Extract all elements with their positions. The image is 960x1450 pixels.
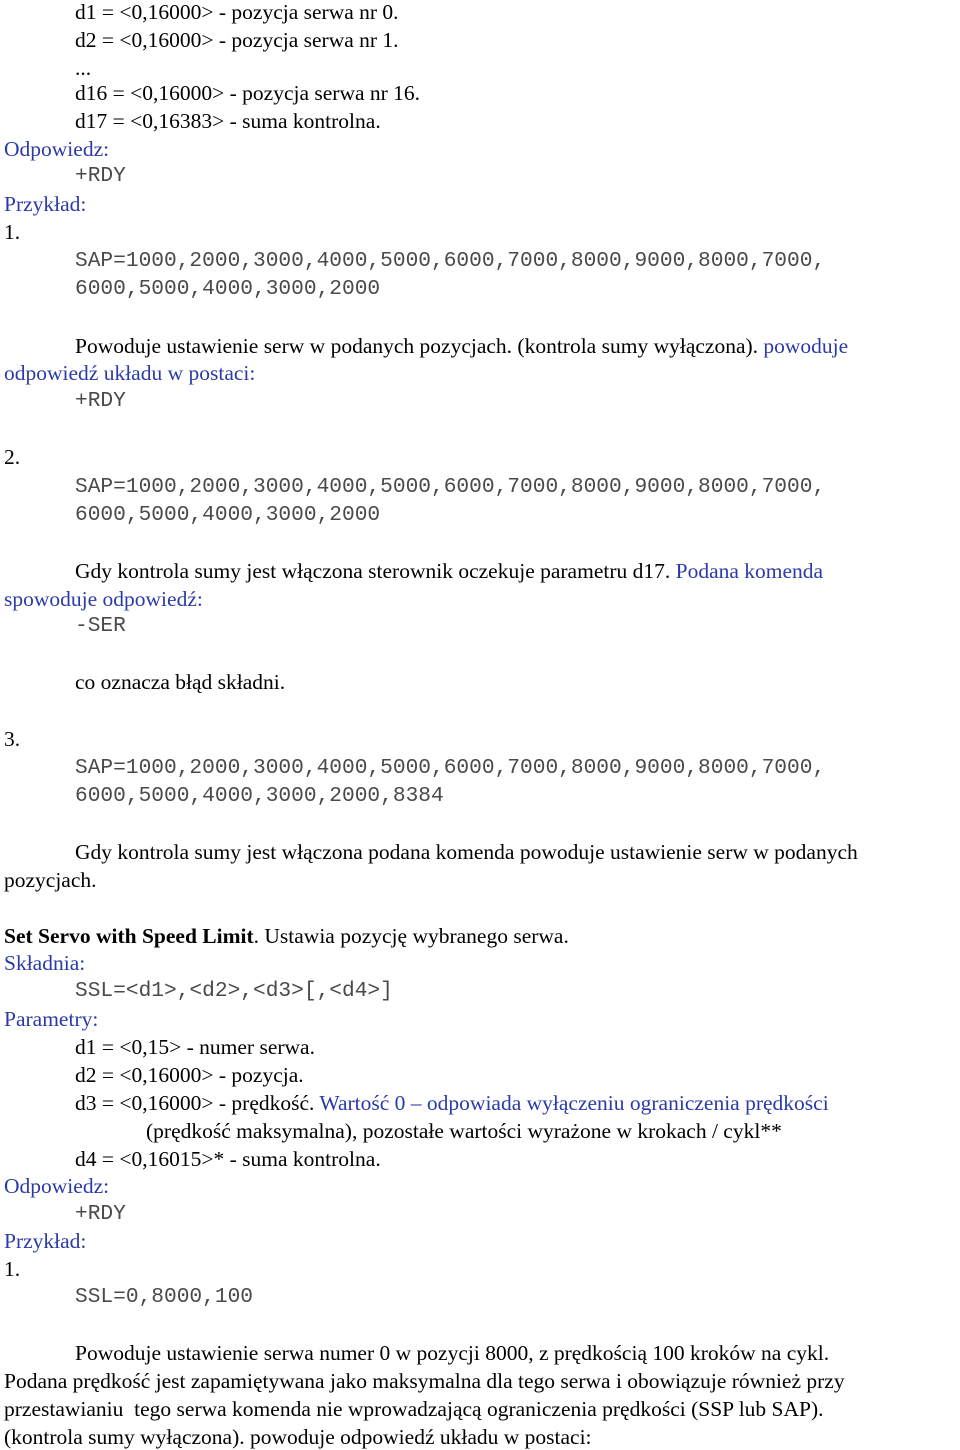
command-line: 6000,5000,4000,3000,2000,8384 <box>75 784 444 808</box>
example-description: (kontrola sumy wyłączona). powoduje odpowiedź układu w postaci: <box>4 1425 592 1449</box>
command-line: 6000,5000,4000,3000,2000 <box>75 277 381 301</box>
response-value: -SER <box>75 614 126 638</box>
example-number: 1. <box>4 1257 21 1281</box>
command-line: SAP=1000,2000,3000,4000,5000,6000,7000,8000,9000,8000,7000, <box>75 756 826 780</box>
example-label: Przykład: <box>4 192 87 216</box>
param-d17: d17 = <0,16383> - suma kontrolna. <box>75 109 381 133</box>
param-ellipsis: ... <box>75 56 92 80</box>
section-title: Set Servo with Speed Limit. Ustawia pozycję wybranego serwa. <box>4 924 569 948</box>
response-value: +RDY <box>75 1202 126 1226</box>
response-value: +RDY <box>75 389 126 413</box>
example-description: pozycjach. <box>4 868 97 892</box>
syntax-label: Składnia: <box>4 951 86 975</box>
param-d1: d1 = <0,15> - numer serwa. <box>75 1035 315 1059</box>
response-label: Odpowiedz: <box>4 1174 110 1198</box>
response-value: +RDY <box>75 164 126 188</box>
example-description: spowoduje odpowiedź: <box>4 587 203 611</box>
example-number: 1. <box>4 220 21 244</box>
example-number: 3. <box>4 727 21 751</box>
command-line: SAP=1000,2000,3000,4000,5000,6000,7000,8000,9000,8000,7000, <box>75 249 826 273</box>
example-description: odpowiedź układu w postaci: <box>4 361 256 385</box>
example-description: przestawianiu tego serwa komenda nie wprowadzającą ograniczenia prędkości (SSP lub SAP). <box>4 1397 824 1421</box>
command-line: SSL=0,8000,100 <box>75 1285 254 1309</box>
example-label: Przykład: <box>4 1229 87 1253</box>
example-description: Powoduje ustawienie serw w podanych pozycjach. (kontrola sumy wyłączona). powoduje <box>75 334 849 358</box>
param-d2: d2 = <0,16000> - pozycja serwa nr 1. <box>75 28 399 52</box>
example-description: Podana prędkość jest zapamiętywana jako maksymalna dla tego serwa i obowiązuje również przy <box>4 1369 845 1393</box>
params-label: Parametry: <box>4 1007 99 1031</box>
param-d16: d16 = <0,16000> - pozycja serwa nr 16. <box>75 81 421 105</box>
param-d1: d1 = <0,16000> - pozycja serwa nr 0. <box>75 0 399 24</box>
example-description: Powoduje ustawienie serwa numer 0 w pozycji 8000, z prędkością 100 kroków na cykl. <box>75 1341 830 1365</box>
example-description: Gdy kontrola sumy jest włączona sterownik oczekuje parametru d17. Podana komenda <box>75 559 824 583</box>
param-d3: d3 = <0,16000> - prędkość. Wartość 0 – odpowiada wyłączeniu ograniczenia prędkości <box>75 1091 829 1115</box>
param-d4: d4 = <0,16015>* - suma kontrolna. <box>75 1147 381 1171</box>
response-label: Odpowiedz: <box>4 137 110 161</box>
example-note: co oznacza błąd składni. <box>75 670 286 694</box>
example-description: Gdy kontrola sumy jest włączona podana komenda powoduje ustawienie serw w podanych <box>75 840 858 864</box>
param-d2: d2 = <0,16000> - pozycja. <box>75 1063 304 1087</box>
syntax-value: SSL=<d1>,<d2>,<d3>[,<d4>] <box>75 979 393 1003</box>
example-number: 2. <box>4 445 21 469</box>
param-d3-continued: (prędkość maksymalna), pozostałe wartości wyrażone w krokach / cykl** <box>146 1119 782 1143</box>
command-line: SAP=1000,2000,3000,4000,5000,6000,7000,8000,9000,8000,7000, <box>75 475 826 499</box>
command-line: 6000,5000,4000,3000,2000 <box>75 503 381 527</box>
